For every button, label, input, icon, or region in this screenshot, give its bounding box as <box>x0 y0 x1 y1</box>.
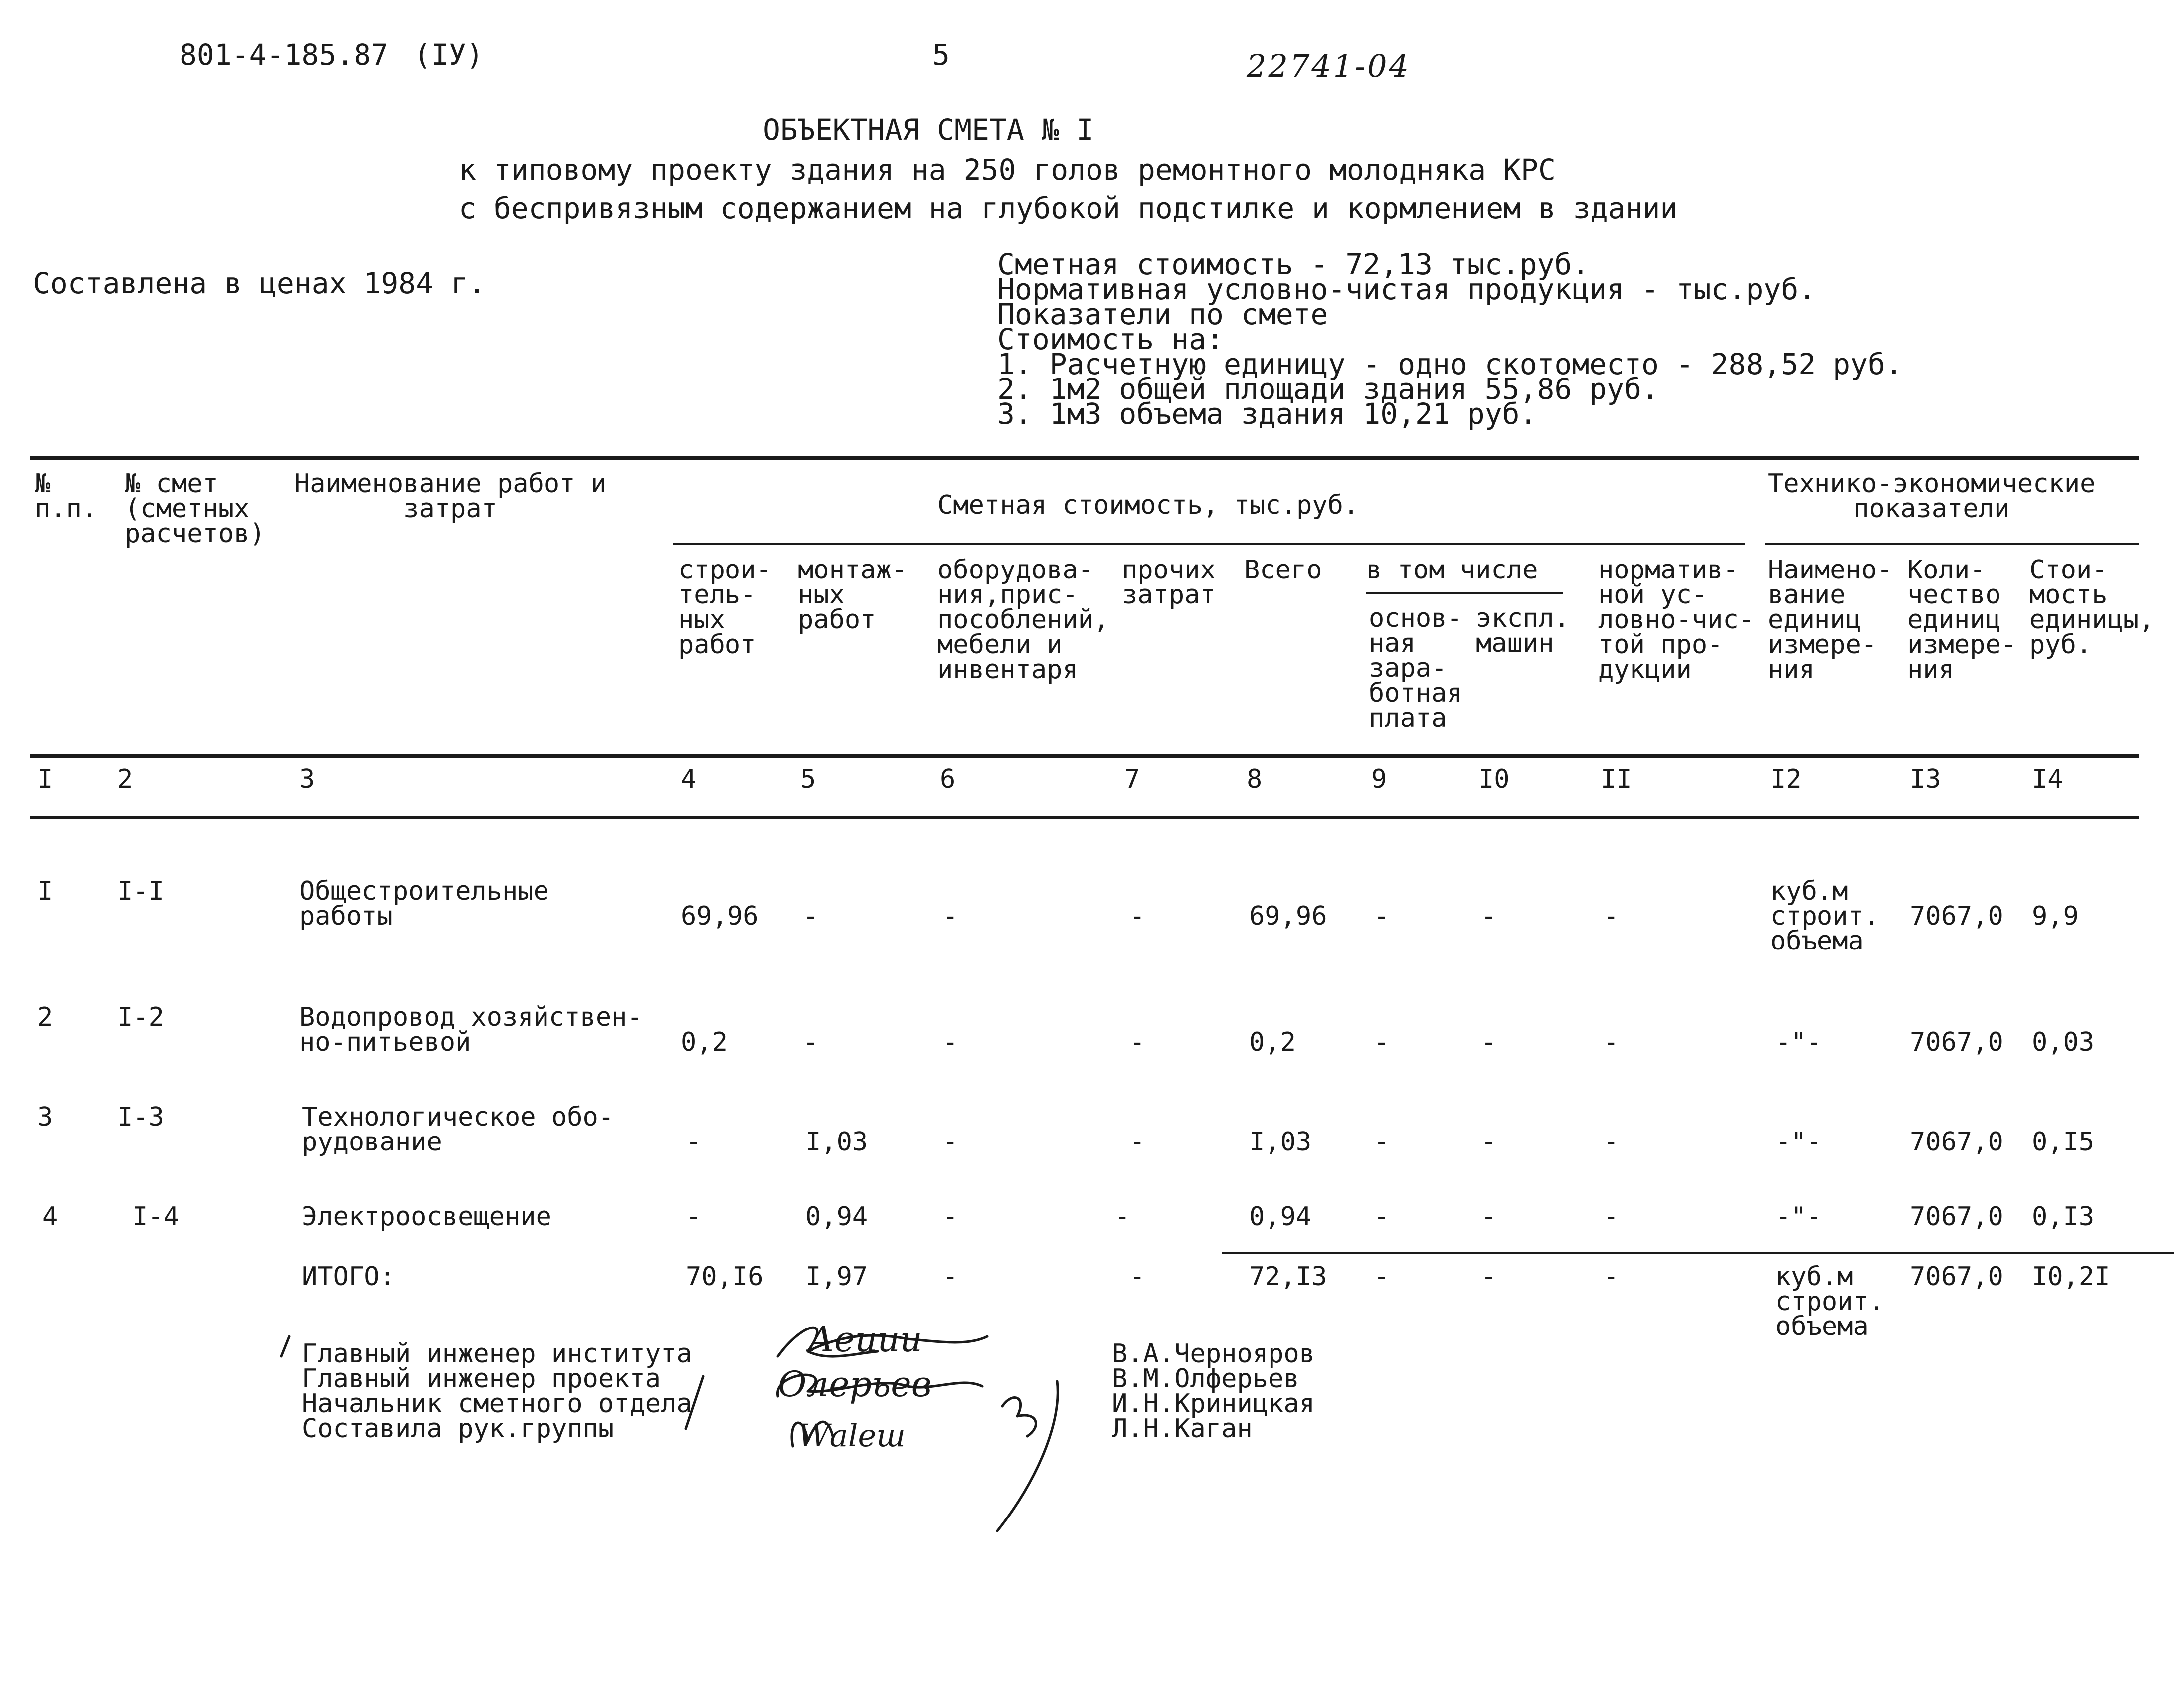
total-unit-name: куб.м строит. объема <box>1775 1262 1885 1341</box>
summary-line: Показатели по смете <box>997 297 1328 331</box>
total-installation: I,97 <box>805 1262 868 1292</box>
header-total: Всего <box>1244 555 1322 585</box>
cell-other: - <box>1129 901 1145 931</box>
cell-installation: I,03 <box>805 1127 868 1157</box>
cell-other: - <box>1129 1027 1145 1057</box>
estimate-code: I-3 <box>117 1102 164 1132</box>
handwritten-signature-1: Аеиии <box>808 1319 922 1360</box>
summary-block <box>997 247 1903 431</box>
signature-name: И.Н.Криницкая <box>1112 1389 1315 1419</box>
header-work-name: Наименование работ и затрат <box>294 469 607 524</box>
cell-equipment: - <box>942 1027 958 1057</box>
page-number: 5 <box>932 38 950 72</box>
cell-construction: 0,2 <box>681 1027 727 1057</box>
header-net-product: норматив- ной ус- ловно-чис- той про- дукции <box>1598 555 1755 685</box>
cell-unit-qty: 7067,0 <box>1910 1127 2003 1157</box>
signature-name: В.А.Чернояров <box>1112 1339 1315 1369</box>
work-name: Водопровод хозяйствен- но-питьевой <box>299 1002 643 1057</box>
column-number: 4 <box>681 764 697 794</box>
cell-base-wage: - <box>1374 901 1390 931</box>
cell-net-product: - <box>1603 1127 1619 1157</box>
header-unit-name: Наимено- вание единиц измере- ния <box>1768 555 1893 685</box>
column-number: I <box>37 764 53 794</box>
total-total: 72,I3 <box>1249 1262 1327 1292</box>
signature-tick-mark <box>686 1376 703 1429</box>
total-net-product: - <box>1603 1262 1619 1292</box>
cell-unit-name: -"- <box>1775 1202 1822 1232</box>
cell-machines: - <box>1481 1127 1497 1157</box>
total-equipment: - <box>942 1262 958 1292</box>
cell-base-wage: - <box>1374 1202 1390 1232</box>
signature-stroke <box>1002 1398 1036 1436</box>
handwritten-signature-3: Wаleш <box>798 1417 906 1454</box>
cell-other: - <box>1129 1127 1145 1157</box>
cell-machines: - <box>1481 1202 1497 1232</box>
cell-total: I,03 <box>1249 1127 1312 1157</box>
total-machines: - <box>1481 1262 1497 1292</box>
work-name: Электроосвещение <box>302 1202 551 1232</box>
cell-equipment: - <box>942 901 958 931</box>
summary-line: Нормативная условно-чистая продукция - тыс.руб. <box>997 272 1816 306</box>
table-top-rule <box>30 456 2139 460</box>
column-number: 3 <box>299 764 315 794</box>
column-number: II <box>1601 764 1632 794</box>
column-number: 6 <box>940 764 956 794</box>
column-number: 8 <box>1247 764 1263 794</box>
estimate-code: I-I <box>117 876 164 906</box>
header-unit-qty: Коли- чество единиц измере- ния <box>1907 555 2017 685</box>
cell-construction: - <box>686 1202 702 1232</box>
cell-net-product: - <box>1603 1027 1619 1057</box>
col-numbers-rule <box>30 816 2139 819</box>
signature-title: Главный инженер института <box>302 1339 692 1369</box>
cell-unit-cost: 9,9 <box>2032 901 2079 931</box>
tech-group-rule <box>1765 543 2139 545</box>
column-number: 7 <box>1124 764 1140 794</box>
signature-title: Главный инженер проекта <box>302 1364 661 1394</box>
column-number: 2 <box>117 764 133 794</box>
cell-base-wage: - <box>1374 1127 1390 1157</box>
cell-unit-qty: 7067,0 <box>1910 1202 2003 1232</box>
handwritten-signature-2: Олерьев <box>778 1364 932 1405</box>
row-number: 4 <box>42 1202 58 1232</box>
document-subtitle-line2: с беспривязным содержанием на глубокой подстилке и кормлением в здании <box>459 191 1678 225</box>
header-unit-cost: Стои- мость единицы, руб. <box>2029 555 2155 660</box>
cell-installation: 0,94 <box>805 1202 868 1232</box>
signature-names <box>1112 1339 1315 1444</box>
cell-installation: - <box>803 901 819 931</box>
signature-name: В.М.Олферьев <box>1112 1364 1299 1394</box>
cell-unit-name: куб.м строит. объема <box>1770 876 1880 956</box>
header-base-wage: основ- ная зара- ботная плата <box>1369 603 1462 733</box>
column-number: 9 <box>1371 764 1387 794</box>
total-base-wage: - <box>1374 1262 1390 1292</box>
summary-line: 1. Расчетную единицу - одно скотоместо - 288,52 руб. <box>997 347 1903 381</box>
cell-base-wage: - <box>1374 1027 1390 1057</box>
cell-unit-qty: 7067,0 <box>1910 901 2003 931</box>
summary-line: Стоимость на: <box>997 322 1224 356</box>
document-subtitle-line1: к типовому проекту здания на 250 голов ремонтного молодняка КРС <box>459 153 1556 187</box>
header-installation: монтаж- ных работ <box>798 555 908 635</box>
cell-construction: - <box>686 1127 702 1157</box>
header-group-cost: Сметная стоимость, тыс.руб. <box>937 490 1359 520</box>
header-machines: экспл. машин <box>1476 603 1570 658</box>
cell-unit-name: -"- <box>1775 1127 1822 1157</box>
cell-total: 0,94 <box>1249 1202 1312 1232</box>
header-bottom-rule <box>30 754 2139 758</box>
header-row-number: № п.п. <box>35 469 98 524</box>
including-rule <box>1366 592 1563 594</box>
cell-total: 0,2 <box>1249 1027 1296 1057</box>
signature-name: Л.Н.Каган <box>1112 1414 1253 1444</box>
total-rule <box>1222 1252 2174 1254</box>
header-group-tech: Технико-экономические показатели <box>1768 469 2096 524</box>
work-name: Технологическое обо- рудование <box>302 1102 614 1157</box>
column-number: I0 <box>1478 764 1510 794</box>
header-equipment: оборудова- ния,прис- пособлений, мебели и инвентаря <box>937 555 1109 685</box>
cell-equipment: - <box>942 1127 958 1157</box>
cell-net-product: - <box>1603 1202 1619 1232</box>
cell-machines: - <box>1481 901 1497 931</box>
cell-construction: 69,96 <box>681 901 759 931</box>
cell-unit-name: -"- <box>1775 1027 1822 1057</box>
work-name: Общестроительные работы <box>299 876 549 931</box>
doc-variant: (IУ) <box>414 38 484 72</box>
signature-title: Начальник сметного отдела <box>302 1389 692 1419</box>
cell-unit-cost: 0,I5 <box>2032 1127 2095 1157</box>
summary-line: 3. 1м3 объема здания 10,21 руб. <box>997 397 1537 431</box>
total-other: - <box>1129 1262 1145 1292</box>
total-construction: 70,I6 <box>686 1262 764 1292</box>
cell-other: - <box>1114 1202 1130 1232</box>
row-number: 3 <box>37 1102 53 1132</box>
summary-line: 2. 1м2 общей площади здания 55,86 руб. <box>997 372 1659 406</box>
estimate-code: I-4 <box>132 1202 179 1232</box>
column-number: I4 <box>2032 764 2063 794</box>
row-number: 2 <box>37 1002 53 1032</box>
cell-unit-qty: 7067,0 <box>1910 1027 2003 1057</box>
total-unit-cost: I0,2I <box>2032 1262 2110 1292</box>
row-number: I <box>37 876 53 906</box>
document-title: ОБЪЕКТНАЯ СМЕТА № I <box>763 113 1094 147</box>
total-label: ИТОГО: <box>302 1262 395 1292</box>
cell-equipment: - <box>942 1202 958 1232</box>
cell-installation: - <box>803 1027 819 1057</box>
column-number: 5 <box>800 764 816 794</box>
summary-line: Сметная стоимость - 72,13 тыс.руб. <box>997 247 1590 281</box>
header-including: в том числе <box>1366 555 1538 585</box>
column-number: I2 <box>1770 764 1802 794</box>
cell-total: 69,96 <box>1249 901 1327 931</box>
signature-stroke <box>997 1381 1058 1531</box>
total-unit-qty: 7067,0 <box>1910 1262 2003 1292</box>
header-construction: строи- тель- ных работ <box>678 555 772 660</box>
handwritten-signatures <box>279 1292 1117 1551</box>
header-other: прочих затрат <box>1122 555 1216 610</box>
handwritten-number: 22741-04 <box>1247 48 1411 84</box>
group-header-rule <box>673 543 1745 545</box>
cell-unit-cost: 0,I3 <box>2032 1202 2095 1232</box>
signature-title: Составила рук.группы <box>302 1414 614 1444</box>
cell-net-product: - <box>1603 901 1619 931</box>
doc-code: 801-4-185.87 <box>180 38 389 72</box>
estimate-code: I-2 <box>117 1002 164 1032</box>
header-estimate-number: № смет (сметных расчетов) <box>125 469 265 549</box>
prices-note: Составлена в ценах 1984 г. <box>33 266 486 300</box>
signature-tick-mark <box>281 1336 289 1356</box>
cell-unit-cost: 0,03 <box>2032 1027 2095 1057</box>
cell-machines: - <box>1481 1027 1497 1057</box>
column-number: I3 <box>1910 764 1941 794</box>
